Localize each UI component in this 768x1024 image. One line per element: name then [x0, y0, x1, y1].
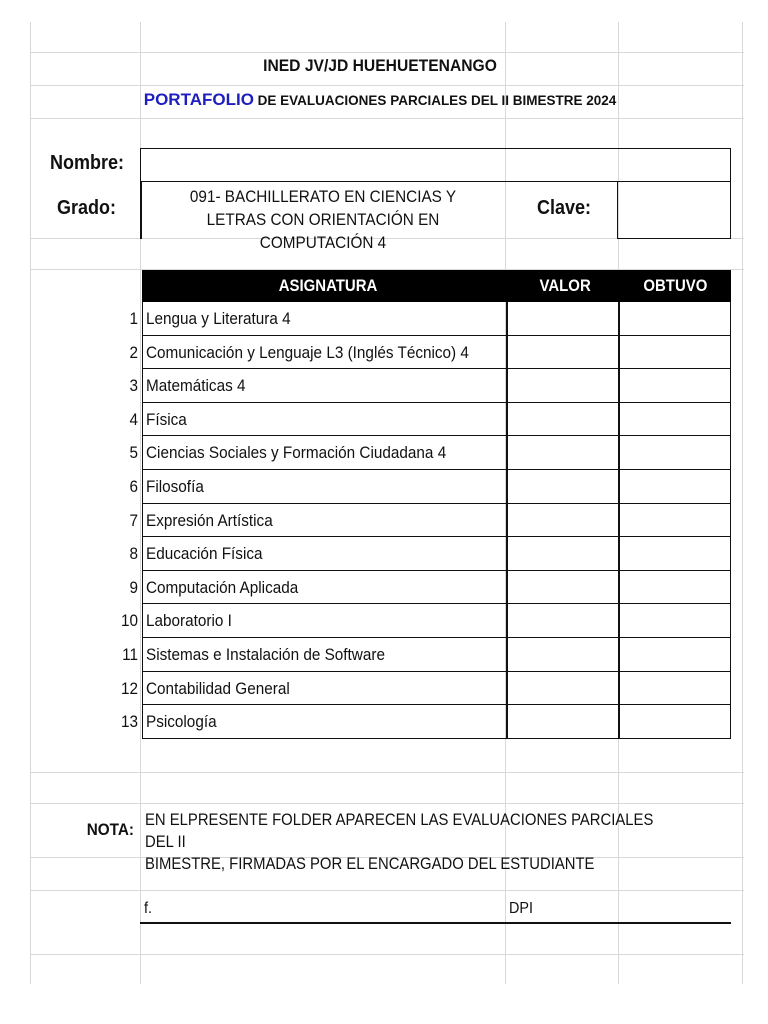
table-row: [120, 705, 731, 739]
row-number: 11: [122, 644, 138, 664]
grid-line: [30, 22, 31, 984]
obtained-cell-divider: [618, 369, 620, 402]
grid-line: [30, 954, 744, 955]
code-label: Clave:: [536, 197, 591, 219]
table-row: [129, 369, 731, 403]
subject-name: Sistemas e Instalación de Software: [146, 644, 385, 664]
table-row: [129, 302, 731, 336]
subject-name: Comunicación y Lenguaje L3 (Inglés Técnico) 4: [146, 342, 469, 362]
subtitle-highlight: PORTAFOLIO: [143, 90, 254, 109]
obtained-cell-divider: [618, 436, 620, 469]
grid-line: [30, 118, 744, 119]
note-line-1: EN ELPRESENTE FOLDER APARECEN LAS EVALUACIONES PARCIALES DEL II: [145, 811, 654, 851]
obtained-cell-divider: [618, 537, 620, 570]
row-number: 8: [129, 544, 138, 564]
obtained-cell-divider: [618, 336, 620, 369]
subject-name: Computación Aplicada: [146, 577, 299, 597]
grid-line: [30, 52, 744, 53]
value-cell-divider: [506, 369, 508, 402]
subject-name: Educación Física: [146, 544, 263, 564]
value-cell-divider: [506, 336, 508, 369]
value-cell-divider: [506, 705, 508, 738]
header-obtained: OBTUVO: [643, 276, 708, 295]
value-cell-divider: [506, 537, 508, 570]
value-cell-divider: [506, 571, 508, 604]
row-number: 9: [129, 577, 138, 597]
grid-line: [30, 85, 744, 86]
value-cell-divider: [506, 302, 508, 335]
value-cell-divider: [506, 504, 508, 537]
obtained-cell-divider: [618, 604, 620, 637]
subject-name: Laboratorio I: [146, 611, 232, 631]
value-cell-divider: [506, 470, 508, 503]
obtained-cell-divider: [618, 504, 620, 537]
note-label: NOTA:: [86, 820, 134, 839]
subject-name: Física: [146, 409, 187, 429]
subject-name: Filosofía: [146, 476, 204, 496]
table-row: [129, 403, 731, 437]
table-row: [120, 672, 731, 706]
grade-label: Grado:: [56, 197, 116, 219]
row-number: 13: [120, 712, 138, 732]
row-number: 2: [129, 342, 138, 362]
signature-line[interactable]: [140, 922, 505, 924]
obtained-cell-divider: [618, 705, 620, 738]
obtained-cell-divider: [618, 403, 620, 436]
row-number: 4: [129, 409, 138, 429]
institution-title: INED JV/JD HUEHUETENANGO: [263, 56, 497, 75]
table-row: [129, 537, 731, 571]
subject-name: Contabilidad General: [146, 678, 290, 698]
row-number: 6: [129, 476, 138, 496]
table-header: [142, 270, 731, 302]
name-label: Nombre:: [49, 152, 125, 174]
value-cell-divider: [506, 604, 508, 637]
row-number: 12: [120, 678, 138, 698]
obtained-cell-divider: [618, 470, 620, 503]
value-cell-divider: [506, 672, 508, 705]
grade-value: 091- BACHILLERATO EN CIENCIAS Y LETRAS CON ORIENTACIÓN EN COMPUTACIÓN 4: [189, 187, 457, 252]
subject-name: Lengua y Literatura 4: [146, 309, 291, 328]
subjects-table: [120, 302, 731, 739]
note-text: [145, 809, 685, 875]
row-number: 10: [120, 611, 138, 631]
value-cell-divider: [506, 436, 508, 469]
value-cell-divider: [506, 638, 508, 671]
row-number: 3: [129, 376, 138, 396]
row-number: 1: [129, 309, 138, 328]
obtained-cell-divider: [618, 672, 620, 705]
name-field[interactable]: [140, 148, 731, 182]
row-number: 7: [129, 510, 138, 530]
grade-border: [140, 181, 142, 239]
code-field[interactable]: [617, 181, 731, 239]
value-cell-divider: [506, 403, 508, 436]
subject-name: Psicología: [146, 712, 217, 732]
table-row: [129, 504, 731, 538]
dpi-line[interactable]: [505, 922, 731, 924]
document-subtitle: [140, 90, 620, 110]
table-row: [122, 638, 731, 672]
table-row: [120, 604, 731, 638]
table-row: [129, 336, 731, 370]
subject-name: Matemáticas 4: [146, 376, 246, 396]
row-number: 5: [129, 443, 138, 463]
dpi-label: DPI: [509, 900, 534, 917]
grid-line: [30, 890, 744, 891]
obtained-cell-divider: [618, 571, 620, 604]
obtained-cell-divider: [618, 302, 620, 335]
table-row: [129, 470, 731, 504]
signature-label: f.: [144, 900, 153, 917]
grid-line: [742, 22, 743, 984]
subject-name: Expresión Artística: [146, 510, 273, 530]
grid-line: [30, 803, 744, 804]
subject-name: Ciencias Sociales y Formación Ciudadana 4: [146, 443, 447, 463]
note-line-2: BIMESTRE, FIRMADAS POR EL ENCARGADO DEL ESTUDIANTE: [145, 855, 595, 873]
header-subject: ASIGNATURA: [278, 276, 378, 295]
grid-line: [30, 772, 744, 773]
table-row: [129, 571, 731, 605]
table-row: [129, 436, 731, 470]
subtitle-text: DE EVALUACIONES PARCIALES DEL II BIMESTRE 2024: [253, 93, 617, 108]
obtained-cell-divider: [618, 638, 620, 671]
header-value: VALOR: [539, 276, 591, 295]
